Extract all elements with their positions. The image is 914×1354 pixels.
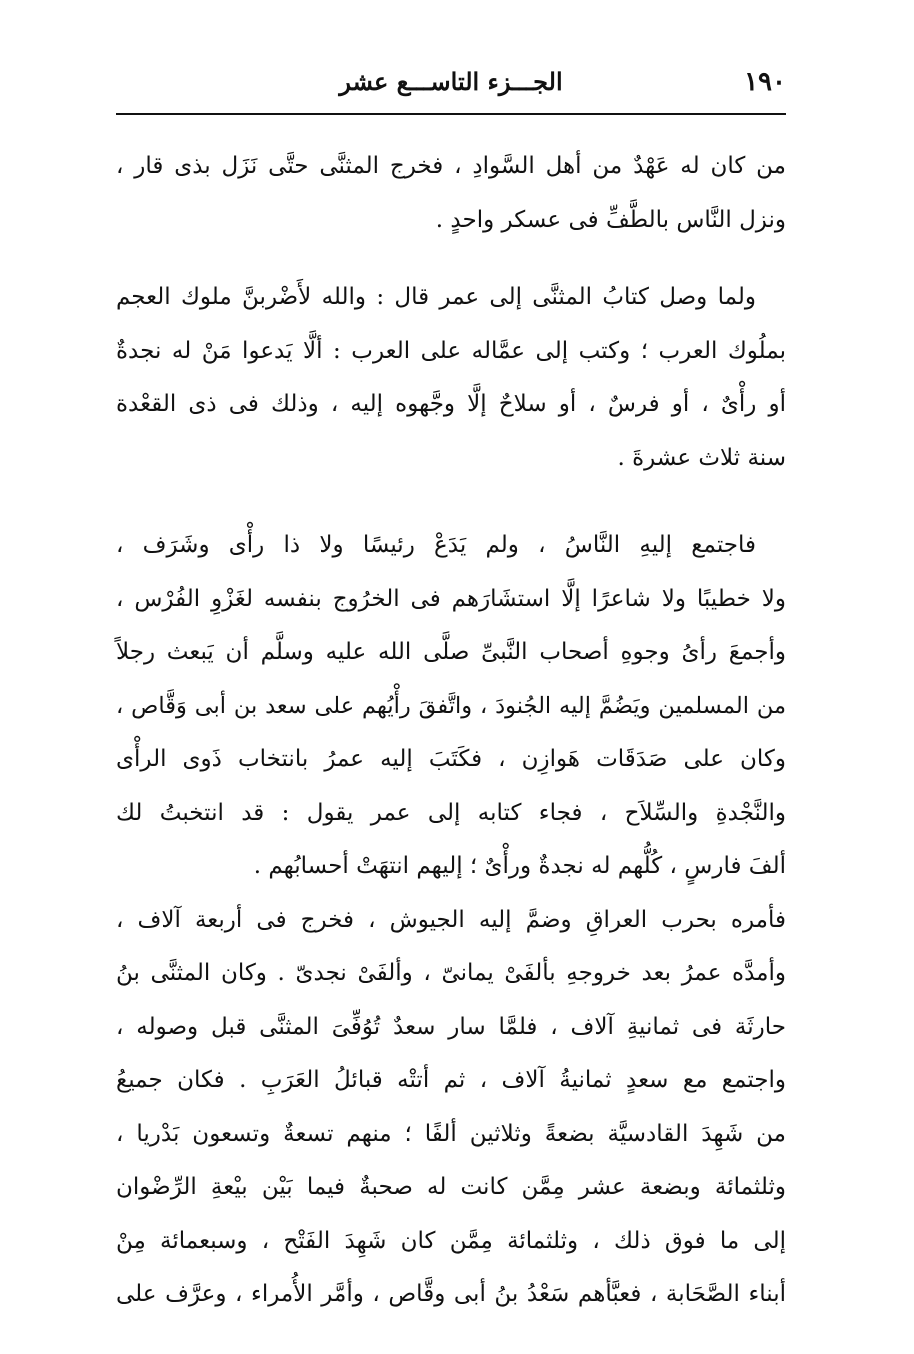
text-line: وأمدَّه عمرُ بعد خروجهِ بألفَىْ يمانىّ ، وألفَىْ نجدىّ . وكان المثنَّى بنُ [116, 960, 786, 986]
paragraph-1 [116, 140, 786, 247]
text-line: ولا خطيبًا ولا شاعرًا إلَّا استشَارَهم فى الخرُوج بنفسه لغَزْوِ الفُرْس ، [116, 585, 786, 612]
text-line: وثلثمائة وبضعة عشر مِمَّن كانت له صحبةٌ فيما بَيْن بيْعةِ الرِّضْوان [116, 1174, 786, 1200]
text-line: وكان على صَدَقَات هَوازِن ، فكَتَبَ إليه عمرُ بانتخاب ذَوى الرأْى [116, 746, 786, 772]
page-number: ١٩٠ [744, 67, 786, 97]
paragraph-gap [116, 247, 786, 271]
page-body [116, 140, 786, 1322]
text-line: بملُوك العرب ؛ وكتب إلى عمَّاله على العرب : ألَّا يَدعوا مَنْ له نجدةٌ [116, 337, 786, 364]
text-line: وأجمعَ رأىُ وجوهِ أصحاب النَّبىِّ صلَّى الله عليه وسلَّم أن يَبعث رجلاً [116, 639, 786, 665]
running-title: الجـــزء التاســـع عشر [339, 67, 563, 96]
text-line: من شَهِدَ القادسيَّة بضعةً وثلاثين ألفًا ؛ منهم تسعةٌ وتسعون بَدْريا ، [116, 1120, 786, 1147]
text-line: أبناء الصَّحَابة ، فعبَّأهم سَعْدُ بنُ أبى وقَّاص ، وأمَّر الأُمراء ، وعرَّف على [116, 1281, 786, 1307]
text-line: أو رأْىٌ ، أو فرسٌ ، أو سلاحٌ إلَّا وجَّهوه إليه ، وذلك فى ذى القعْدة [116, 391, 786, 417]
text-line: من كان له عَهْدٌ من أهل السَّوادِ ، فخرج المثنَّى حتَّى نَزَل بذى قار ، [116, 153, 786, 179]
text-line: فاجتمع إليهِ النَّاسُ ، ولم يَدَعْ رئيسًا ولا ذا رأْى وشَرَف ، [116, 532, 756, 558]
text-line: واجتمع مع سعدٍ ثمانيةُ آلاف ، ثم أتتْه قبائلُ العَرَبِ . فكان جميعُ [116, 1067, 786, 1093]
text-line: والنَّجْدةِ والسِّلاَح ، فجاء كتابه إلى عمر يقول : قد انتخبتُ لك [116, 799, 786, 826]
paragraph-gap [116, 485, 786, 519]
text-line: سنة ثلاث عشرةَ . [617, 444, 786, 471]
text-line: ألفَ فارسٍ ، كُلُّهم له نجدةٌ ورأْىٌ ؛ إليهم انتهَتْ أحسابُهم . [253, 853, 786, 879]
header-rule [116, 113, 786, 115]
text-line: فأمره بحرب العراقِ وضمَّ إليه الجيوش ، فخرج فى أربعة آلاف ، [116, 906, 786, 933]
text-line: من المسلمين ويَضُمَّ إليه الجُنودَ ، واتَّفقَ رأْيُهم على سعد بن أبى وَقَّاص ، [116, 692, 786, 719]
paragraph-2 [116, 271, 786, 485]
text-line: ونزل النَّاس بالطَّفِّ فى عسكر واحدٍ . [435, 206, 786, 233]
text-line: حارثَة فى ثمانيةِ آلاف ، فلمَّا سار سعدٌ تُوُفِّىَ المثنَّى قبل وصوله ، [116, 1013, 786, 1040]
text-line: إلى ما فوق ذلك ، وثلثمائة مِمَّن كان شَهِدَ الفَتْح ، وسبعمائة مِنْ [116, 1227, 786, 1254]
text-line: ولما وصل كتابُ المثنَّى إلى عمر قال : والله لأَضْربنَّ ملوك العجم [116, 284, 756, 310]
paragraph-3 [116, 519, 786, 1322]
page-header [116, 62, 786, 102]
